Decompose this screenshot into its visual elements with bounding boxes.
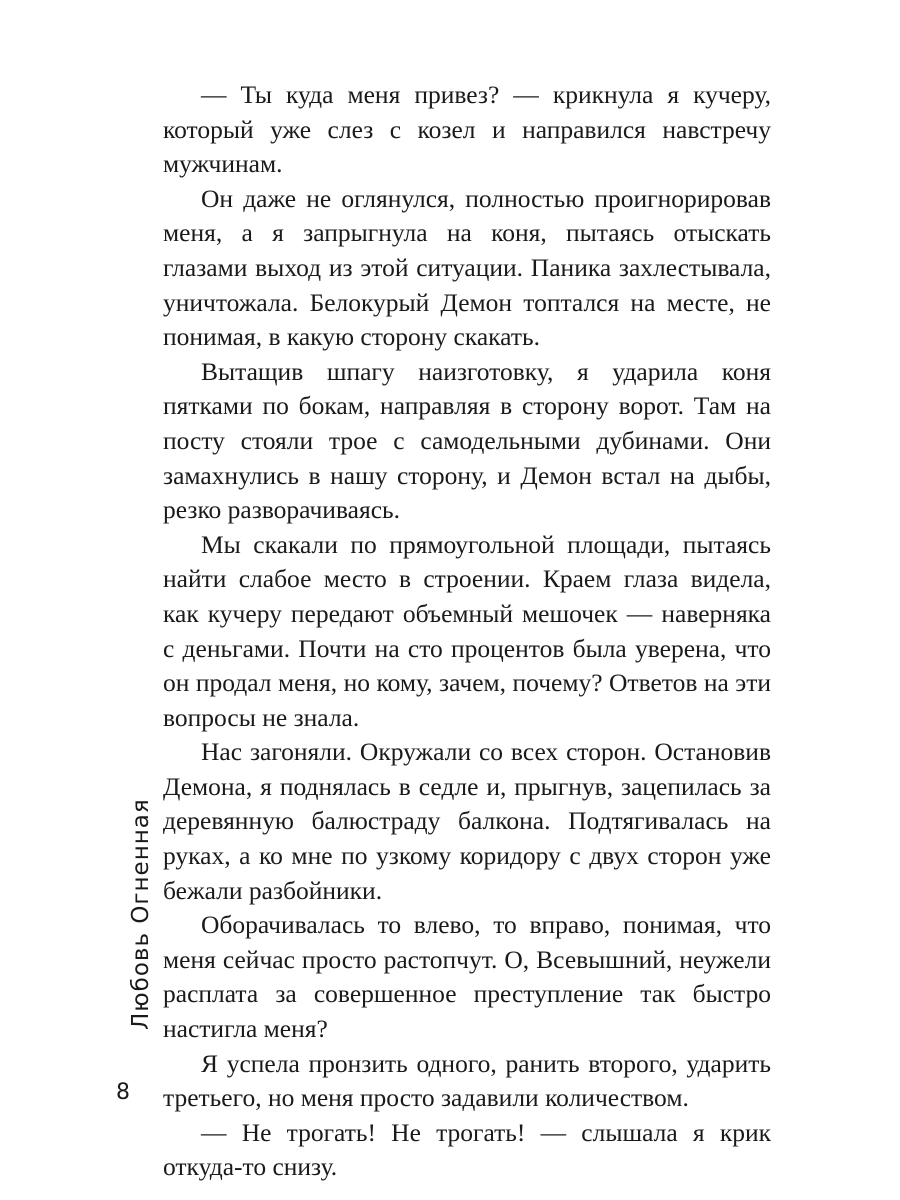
paragraph: Вытащив шпагу наизготовку, я ударила коня пятками по бокам, направляя в сторону ворот. Там на посту стояли трое с самодельными дубинами. Они замахнулись в нашу сторону, и Демон встал на дыбы, резко разворачиваясь. bbox=[163, 356, 771, 525]
page-number: 8 bbox=[116, 1080, 130, 1105]
body-text bbox=[163, 78, 771, 1185]
paragraph: Нас загоняли. Окружали со всех сторон. Остановив Демона, я поднялась в седле и, прыгнув, зацепилась за деревянную балюстраду балкона. Подтягивалась на руках, а ко мне по узкому коридору с двух сторон уже бежали разбойники. bbox=[163, 737, 771, 905]
paragraph: Оборачивалась то влево, то вправо, понимая, что меня сейчас просто растопчут. О, Всевышний, неужели расплата за совершенное преступление так быстро настигла меня? bbox=[163, 910, 771, 1044]
paragraph: Я успела пронзить одного, ранить второго, ударить третьего, но меня просто задавили количеством. bbox=[163, 1048, 771, 1113]
running-head: Любовь Огненная bbox=[128, 798, 154, 1030]
paragraph: Он даже не оглянулся, полностью проигнорировав меня, а я запрыгнула на коня, пытаясь отыскать глазами выход из этой ситуации. Паника захлестывала, уничтожала. Белокурый Демон топтался на месте, не понимая, в какую сторону скакать. bbox=[163, 183, 771, 352]
paragraph: — Ты куда меня привез? — крикнула я кучеру, который уже слез с козел и направился навстречу мужчинам. bbox=[163, 80, 771, 179]
paragraph: — Не трогать! Не трогать! — слышала я крик откуда-то снизу. bbox=[163, 1117, 771, 1182]
paragraph: Мы скакали по прямоугольной площади, пытаясь найти слабое место в строении. Краем глаза видела, как кучеру передают объемный мешочек — наверняка с деньгами. Почти на сто процентов была уверена, что он продал меня, но кому, зачем, почему? Ответов на эти вопросы не знала. bbox=[163, 529, 771, 732]
